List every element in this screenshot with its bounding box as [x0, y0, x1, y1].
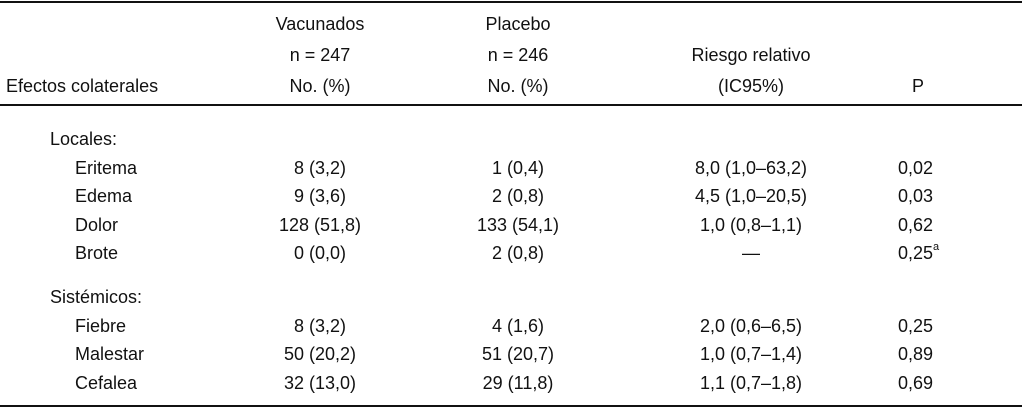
effect-name: Edema [75, 186, 133, 206]
header-p-value: P [912, 76, 925, 96]
header-placebo-n: n = 246 [487, 45, 549, 65]
relative-risk-value: 1,1 (0,7–1,8) [699, 373, 803, 393]
vaccinated-count: 9 (3,6) [293, 186, 347, 206]
p-value-number: 0,25 [898, 316, 934, 336]
header-vaccinated [230, 13, 410, 97]
header-placebo-title: Placebo [485, 14, 551, 34]
placebo-count: 51 (20,7) [481, 344, 555, 364]
vaccinated-count: 50 (20,2) [283, 344, 357, 364]
effect-name: Brote [75, 243, 119, 263]
placebo-count: 2 (0,8) [491, 186, 545, 206]
effect-name: Malestar [75, 344, 145, 364]
placebo-count: 2 (0,8) [491, 243, 545, 263]
table-bottom-rule [0, 405, 1022, 407]
p-value-footnote-marker: a [933, 241, 940, 253]
vaccinated-count: 0 (0,0) [293, 243, 347, 263]
effect-name: Cefalea [75, 373, 138, 393]
group-label: Sistémicos: [50, 287, 143, 307]
p-value-number: 0,25 [898, 243, 934, 263]
effect-name: Fiebre [75, 316, 127, 336]
header-relative-risk-ci: (IC95%) [717, 76, 784, 96]
relative-risk-value: — [742, 243, 760, 263]
header-vaccinated-n: n = 247 [289, 45, 351, 65]
effect-name: Eritema [75, 158, 138, 178]
vaccinated-count: 32 (13,0) [283, 373, 357, 393]
header-placebo [428, 13, 608, 97]
p-value-number: 0,89 [898, 344, 934, 364]
table-header-rule [0, 104, 1022, 106]
placebo-count: 29 (11,8) [482, 373, 554, 393]
header-relative-risk [626, 44, 876, 97]
p-value-number: 0,03 [898, 186, 934, 206]
table-top-rule [0, 1, 1022, 3]
effect-name: Dolor [75, 215, 119, 235]
header-vaccinated-title: Vacunados [275, 14, 365, 34]
relative-risk-value: 8,0 (1,0–63,2) [694, 158, 808, 178]
header-vaccinated-unit: No. (%) [289, 76, 351, 96]
header-placebo-unit: No. (%) [487, 76, 549, 96]
header-effects: Efectos colaterales [6, 76, 159, 96]
vaccinated-count: 8 (3,2) [293, 316, 347, 336]
vaccinated-count: 8 (3,2) [293, 158, 347, 178]
header-relative-risk-title: Riesgo relativo [691, 45, 811, 65]
relative-risk-value: 2,0 (0,6–6,5) [699, 316, 803, 336]
p-value-number: 0,62 [898, 215, 934, 235]
p-value-number: 0,69 [898, 373, 934, 393]
placebo-count: 1 (0,4) [491, 158, 545, 178]
placebo-count: 4 (1,6) [491, 316, 545, 336]
relative-risk-value: 1,0 (0,8–1,1) [699, 215, 803, 235]
relative-risk-value: 1,0 (0,7–1,4) [699, 344, 803, 364]
vaccinated-count: 128 (51,8) [278, 215, 362, 235]
placebo-count: 133 (54,1) [476, 215, 560, 235]
group-label: Locales: [50, 129, 118, 149]
p-value-number: 0,02 [898, 158, 934, 178]
relative-risk-value: 4,5 (1,0–20,5) [694, 186, 808, 206]
